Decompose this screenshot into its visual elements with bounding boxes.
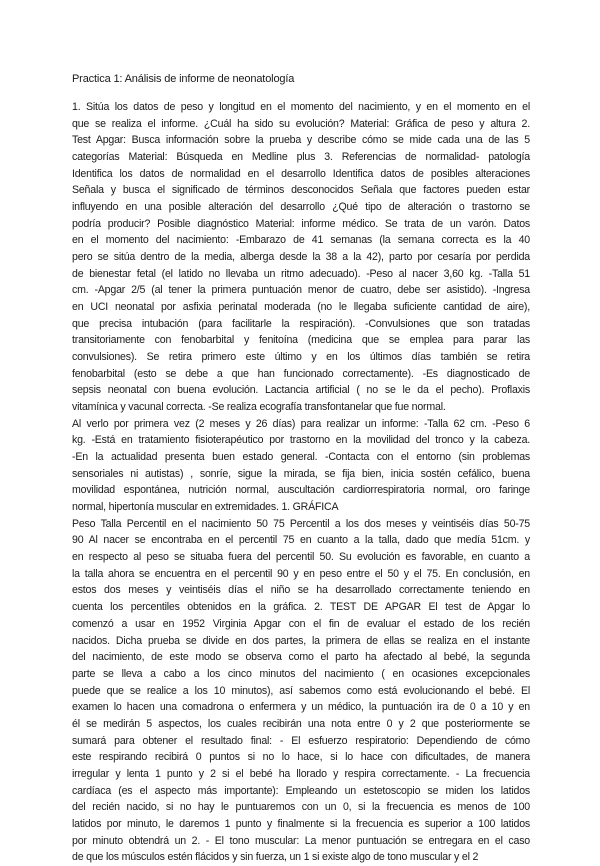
body-text-line: del nacimiento, de este modo se observa como el parto ha afectado al bebé, la segunda [72,651,530,664]
body-text-line: transitoriamente con fenobarbital y fenitoína (medicina que se emplea para parar las [72,334,530,347]
body-text-line: este respirando recibirá 0 puntos si no lo hace, si lo hace con dificultades, de manera [72,751,530,764]
body-text-line: en el momento del nacimiento: -Embarazo de 41 semanas (la semana correcta es la 40 [72,234,530,247]
body-text-line: podría producir? Posible diagnóstico Material: informe médico. Se trata de un varón. Datos [72,217,530,230]
body-text-line: nacidos. Dicha prueba se divide en dos partes, la primera de ellas se realiza en el instante [72,634,530,647]
body-text-line: Test Apgar: Busca información sobre la prueba y describe cómo se mide cada una de las 5 [72,134,530,147]
body-text-line: kg. -Está en tratamiento fisioterapéutico por trastorno en la movilidad del tronco y la cabeza. [72,434,530,447]
body-text-line: que precisa intubación (para facilitarle la respiración). -Convulsiones que son tratadas [72,317,530,330]
body-text-line: irregular y lenta 1 punto y 2 si el bebé ha llorado y respira correctamente. - La frecuencia [72,767,530,780]
body-text-line: influyendo en una posible alteración del desarrollo ¿Qué tipo de alteración o trastorno se [72,201,530,214]
document-title: Practica 1: Análisis de informe de neonatología [72,73,295,85]
body-text-line: en respecto al peso se situaba fuera del percentil 50. Su evolución es favorable, en cuanto a [72,551,530,564]
body-text-line: Peso Talla Percentil en el nacimiento 50 75 Percentil a los dos meses y veintiséis días 50-75 [72,517,530,530]
body-text-line: por minuto obtendrá un 2. - El tono muscular: La menor puntuación se entregara en el caso [72,834,530,847]
body-text-line: de que los músculos estén flácidos y sin fuerza, un 1 si existe algo de tono muscular y el 2 [72,851,479,864]
body-text-line: normal, hipertonía muscular en extremidades. 1. GRÁFICA [72,501,339,514]
body-text-line: Al verlo por primera vez (2 meses y 26 días) para realizar un informe: -Talla 62 cm. -Peso 6 [72,417,530,430]
body-text-line: de bienestar fetal (el latido no llevaba un ritmo adecuado). -Peso al nacer 3,60 kg. -Talla 51 [72,267,530,280]
body-text-line: Señala y busca el significado de términos desconocidos Señala que factores pueden estar [72,184,530,197]
body-text-line: sepsis neonatal con buena evolución. Lactancia artificial ( no se le da el pecho). Proflaxis [72,384,530,397]
body-text-line: puede que se realice a los 10 minutos), así sabemos como está evolucionando el bebé. El [72,684,530,697]
body-text-line: del recién nacido, si no hay le puntuaremos con un 0, si la frecuencia es menos de 100 [72,801,530,814]
body-text-line: examen lo hacen una comadrona o enfermera y un médico, la puntuación ira de 0 a 10 y en [72,701,530,714]
body-text-line: latidos por minuto, le daremos 1 punto y finalmente si la frecuencia es superior a 100 latidos [72,817,530,830]
body-text-line: pero se sitúa dentro de la media, alberga desde la 38 a la 42), parto por cesaría por perdida [72,251,530,264]
body-text-line: 1. Sitúa los datos de peso y longitud en el momento del nacimiento, y en el momento en el [72,101,530,113]
body-text-line: vitamínica y vacunal correcta. -Se realiza ecografía transfontanelar que fue normal. [72,401,446,414]
body-text-line: la talla ahora se encuentra en el percentil 90 y en peso entre el 50 y el 75. En conclusión, en [72,567,530,580]
body-text-line: movilidad espontánea, nutrición normal, auscultación cardiorrespiratoria normal, oro faringe [72,484,530,497]
body-text-line: cuenta los percentiles obtenidos en la gráfica. 2. TEST DE APGAR El test de Apgar lo [72,601,530,614]
body-text-line: él se medirán 5 aspectos, los cuales recibirán una nota entre 0 y 2 que posteriormente se [72,717,530,730]
body-text-line: cm. -Apgar 2/5 (al tener la primera puntuación menor de cuatro, debe ser asistido). -Ingresa [72,284,530,297]
body-text-line: convulsiones). Se retira primero este último y en los últimos días también se retira [72,351,530,364]
body-text-line: comenzó a usar en 1952 Virginia Apgar con el fin de evaluar el estado de los recién [72,617,530,630]
body-text-line: 90 Al nacer se encontraba en el percentil 75 en cuanto a la talla, dado que medía 51cm. y [72,534,530,547]
body-text-line: en UCI neonatal por asfixia perinatal moderada (no le llegaba suficiente cantidad de aire), [72,301,530,314]
body-text-line: -En la actualidad presenta buen estado general. -Contacta con el entorno (sin problemas [72,451,530,464]
body-text-line: sumará para obtener el resultado final: - El esfuerzo respiratorio: Dependiendo de cómo [72,734,530,747]
document-body [72,99,530,866]
body-text-line: categorías Material: Búsqueda en Medline plus 3. Referencias de normalidad- patología [72,151,530,164]
body-text-line: Identifica los datos de normalidad en el desarrollo Identifica datos de posibles alteraciones [72,167,530,180]
body-text-line: sensoriales ni autistas) , sonríe, sigue la mirada, se fija bien, inicia sostén cefálico, buena [72,467,530,480]
body-text-line: parte se lleva a cabo a los cinco minutos del nacimiento ( en ocasiones excepcionales [72,667,530,680]
body-text-line: fenobarbital (esto se debe a que han funcionado correctamente). -Es diagnosticado de [72,367,530,380]
body-text-line: que se realiza el informe. ¿Cuál ha sido su evolución? Material: Gráfica de peso y altura 2. [72,117,530,130]
body-text-line: cardíaca (es el aspecto más importante): Empleando un estetoscopio se miden los latidos [72,784,530,797]
body-text-line: estos dos meses y veintiséis días el niño se ha desarrollado correctamente teniendo en [72,584,530,597]
